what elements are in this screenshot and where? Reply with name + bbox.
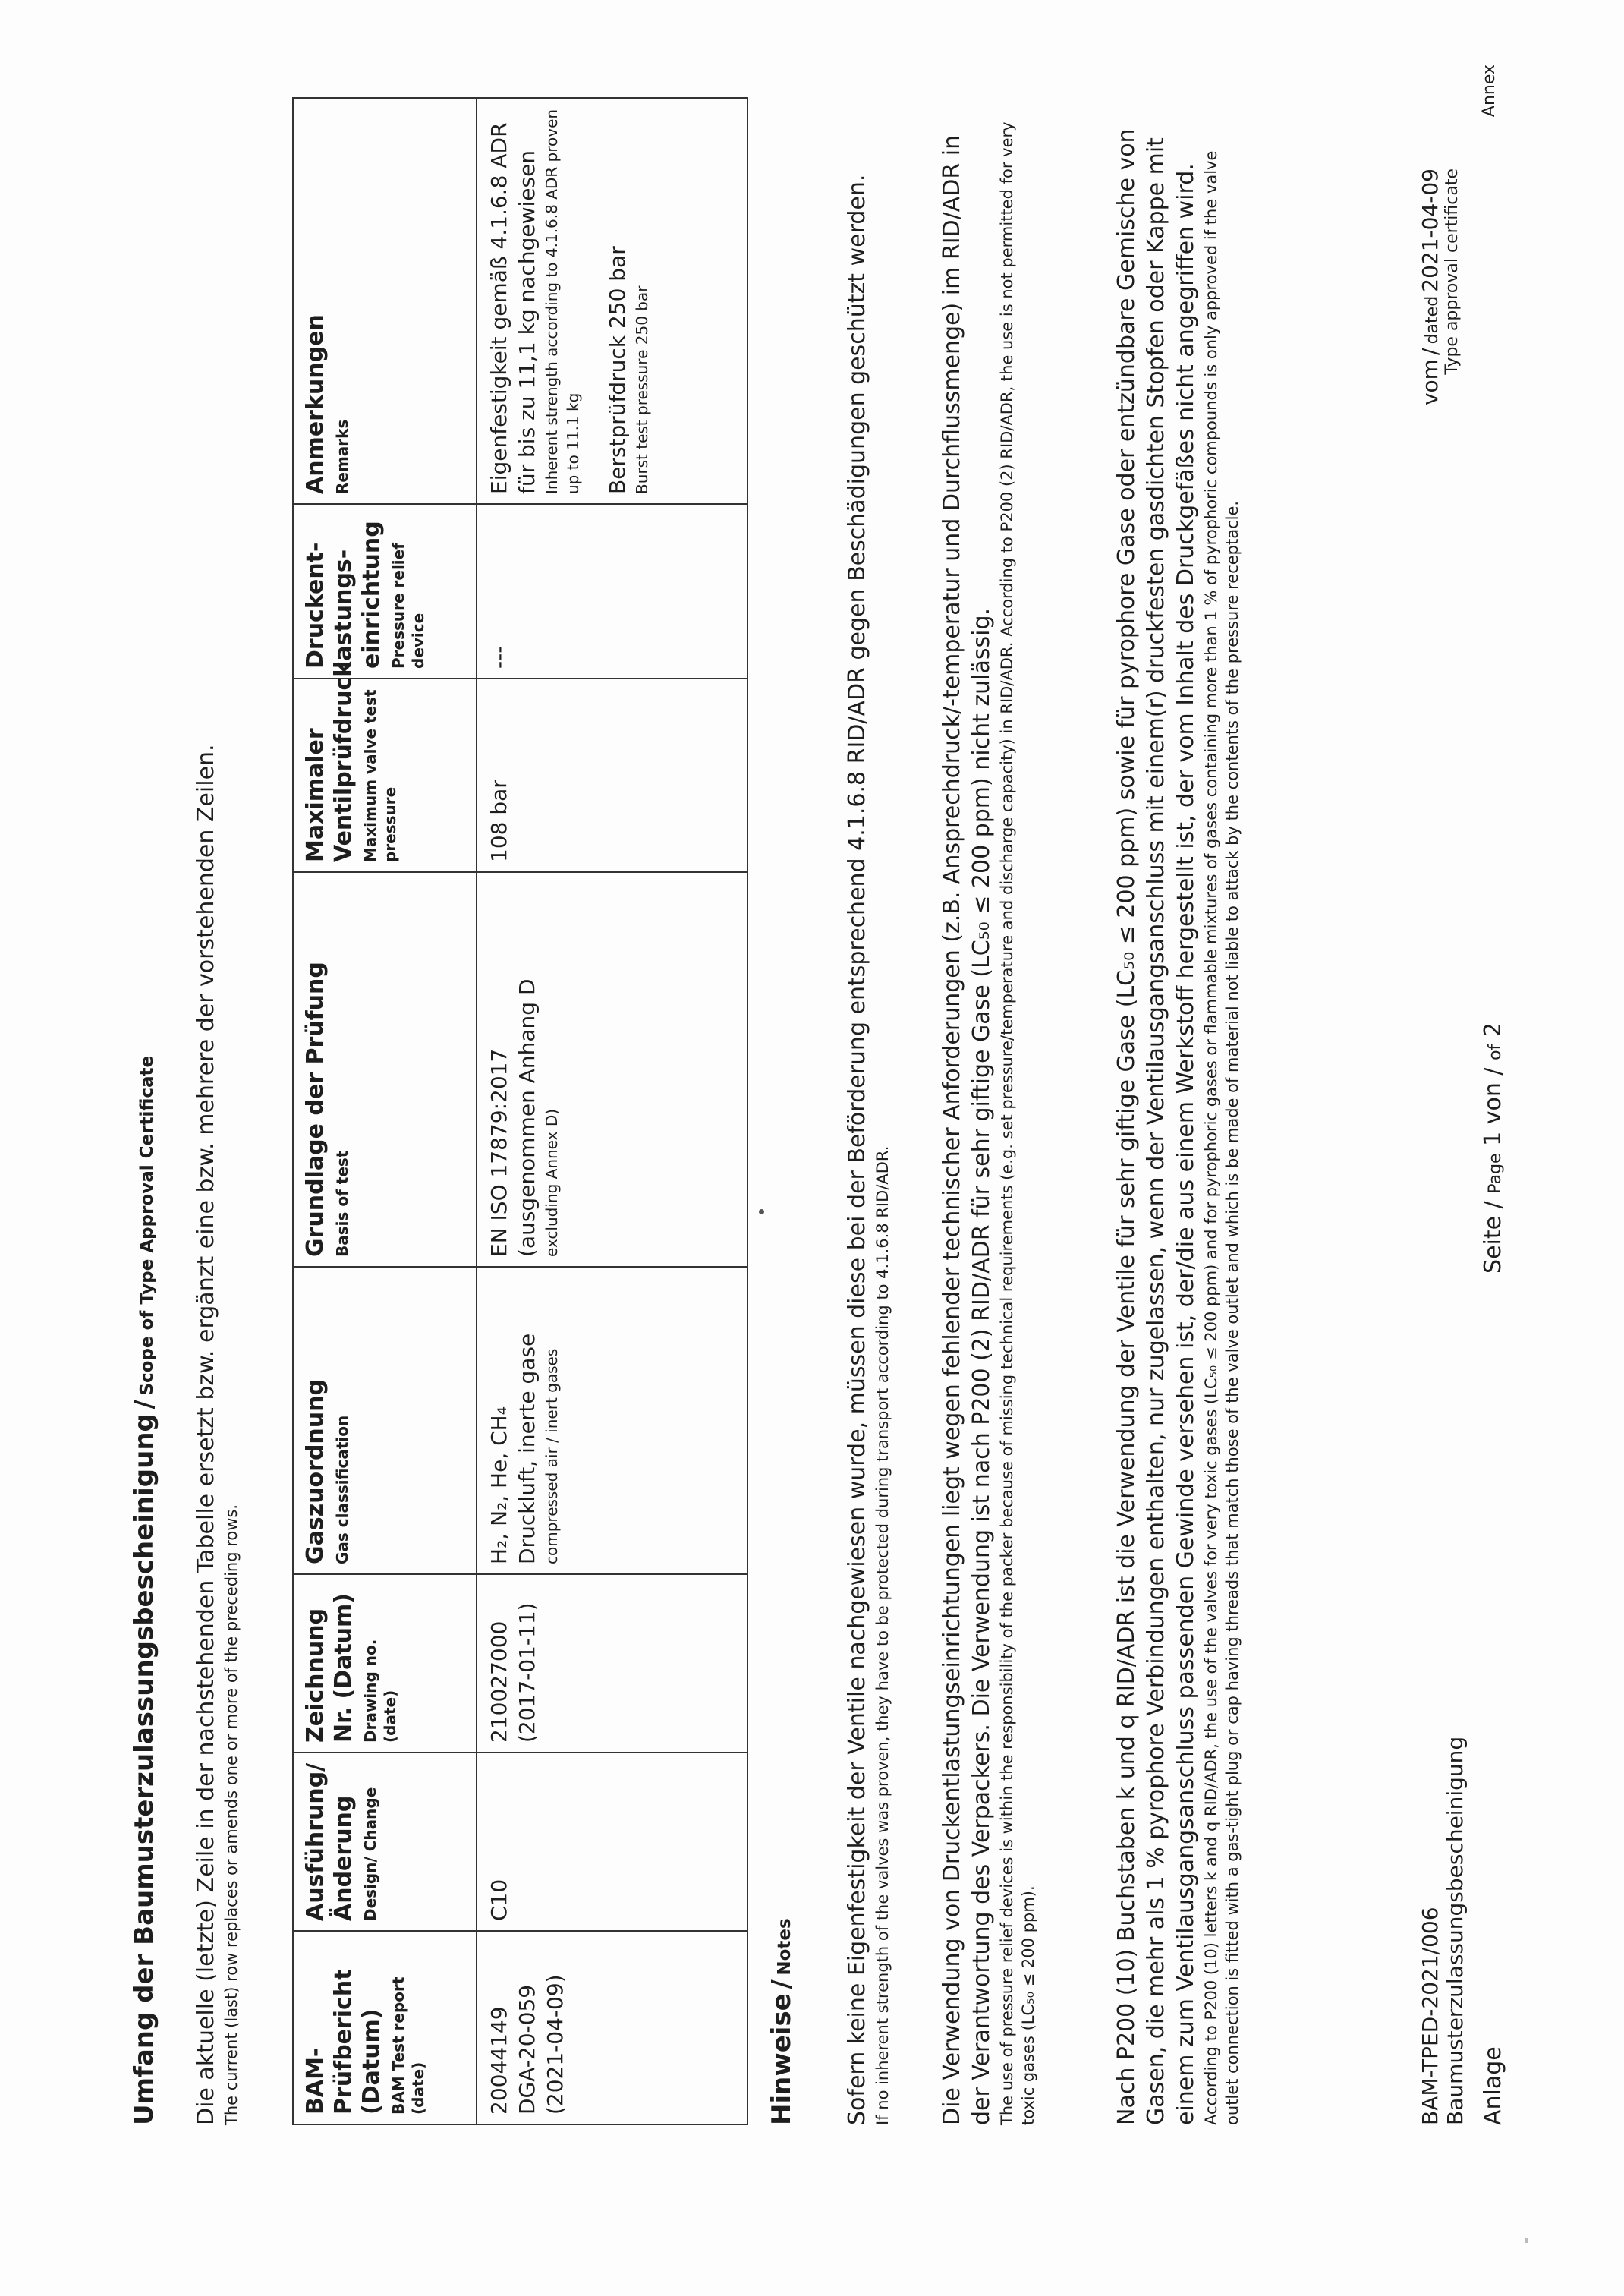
annex-label-de: Anlage — [1480, 2046, 1506, 2125]
notes-heading: Hinweise / Notes — [766, 1918, 797, 2125]
intro-de: Die aktuelle (letzte) Zeile in der nachstehenden Tabelle ersetzt bzw. ergänzt eine bzw. mehrere der vorstehenden Zeilen. — [193, 744, 219, 2125]
intro-en: The current (last) row replaces or amends one or more of the preceding rows. — [222, 1504, 241, 2125]
scan-speck — [759, 1209, 764, 1214]
title-en: Scope of Type Approval Certificate — [137, 1055, 157, 1396]
cell-gas-classification: H₂, N₂, He, CH₄ Druckluft, inerte gase compressed air / inert gases — [477, 1267, 747, 1574]
table-header-row — [293, 98, 477, 2124]
dated-line: vom / dated 2021-04-09 — [1418, 168, 1443, 406]
cell-max-pressure: 108 bar — [477, 679, 747, 872]
document-title — [129, 1056, 159, 2125]
scan-speck — [1525, 2238, 1528, 2243]
certificate-date: 2021-04-09 — [1418, 168, 1443, 292]
cell-remarks: Eigenfestigkeit gemäß 4.1.6.8 ADR für bis zu 11,1 kg nachgewiesen Inherent strength according to 4.1.6.8 ADR proven up to 11.1 kg Berstprüfdruck 250 bar Burst test pressure 250 bar — [477, 98, 747, 504]
header-remarks: Anmerkungen Remarks — [293, 98, 477, 504]
intro-text — [191, 152, 242, 2125]
note-item: Nach P200 (10) Buchstaben k und q RID/ADR ist die Verwendung der Ventile für sehr giftige Gase (LC₅₀ ≤ 200 ppm) sowie für pyrophore Gase oder entzündbare Gemische von Gasen, die mehr als 1 % pyrophore Verbindungen enthalten, nur zugelassen, wenn der Ventilausgangsanschluss mit einem(r) druckfesten gasdichten Stopfen oder Kappe mit einem zum Ventilausgangsanschluss passenden Gewinde versehen ist, der/die aus einem Werkstoff hergestellt ist, der vom Inhalt des Druckgefäßes nicht angegriffen wird. According to P200 (10) letters k and q RID/ADR, the use of the valves for very toxic gases (LC₅₀ ≤ 200 ppm) and for pyrophoric gases or flammable mixtures of gases containing more than 1 % of pyrophoric compounds is only approved if the valve outlet connection is fitted with a gas-tight plug or cap having threads that match those of the valve outlet and which is be made of material not liable to attack by the contents of the pressure receptacle. — [1113, 128, 1242, 2125]
annex-label-en: Annex — [1480, 65, 1499, 118]
footer-certificate-id — [1418, 1737, 1468, 2125]
title-de: Umfang der Baumusterzulassungsbescheinigung — [129, 1413, 159, 2125]
header-pressure-relief-device: Druckent- lastungs- einrichtung Pressure relief device — [293, 504, 477, 679]
note-item: Die Verwendung von Druckentlastungseinrichtungen liegt wegen fehlender technischer Anforderungen (z.B. Ansprechdruck/-temperatur und Durchflussmenge) im RID/ADR in der Verantwortung des Verpackers. Die Verwendung ist nach P200 (2) RID/ADR für sehr giftige Gase (LC₅₀ ≤ 200 ppm) nicht zulässig. The use of pressure relief devices is within the responsibility of the packer because of missing technical requirements (e.g. set pressure/temperature and discharge capacity) in RID/ADR. According to P200 (2) RID/ADR, the use is not permitted for very toxic gases (LC₅₀ ≤ 200 ppm). — [939, 121, 1037, 2125]
header-basis-of-test: Grundlage der Prüfung Basis of test — [293, 872, 477, 1267]
title-separator: / — [129, 1400, 159, 1409]
certificate-name-en: Type approval certificate — [1443, 168, 1462, 375]
cell-basis-of-test: EN ISO 17879:2017 (ausgenommen Anhang D excluding Annex D) — [477, 872, 747, 1267]
header-design-change: Ausführung/ Änderung Design/ Change — [293, 1753, 477, 1931]
certificate-name-de: Baumusterzulassungsbescheinigung — [1443, 1736, 1468, 2125]
cell-design: C10 — [477, 1753, 747, 1931]
table-row — [477, 98, 747, 2124]
cell-test-report: 20044149 DGA-20-059 (2021-04-09) — [477, 1931, 747, 2124]
note-item: Sofern keine Eigenfestigkeit der Ventile nachgewiesen wurde, müssen diese bei der Beförderung entsprechend 4.1.6.8 RID/ADR gegen Beschädigungen geschützt werden. If no inherent strength of the valves was proven, they have to be protected during transport according to 4.1.6.8 RID/ADR. — [844, 174, 892, 2125]
cell-relief-device: --- — [477, 504, 747, 679]
page-number: Seite / Page 1 von / of 2 — [1480, 1022, 1506, 1274]
cell-drawing: 210027000 (2017-01-11) — [477, 1574, 747, 1753]
footer-date — [1418, 168, 1462, 405]
header-test-report: BAM-Prüfbericht (Datum) BAM Test report (date) — [293, 1931, 477, 2124]
scope-table — [292, 97, 748, 2125]
header-gas-classification: Gaszuordnung Gas classification — [293, 1267, 477, 1574]
certificate-number: BAM-TPED-2021/006 — [1418, 1907, 1443, 2125]
header-max-valve-test-pressure: Maximaler Ventilprüfdruck Maximum valve test pressure — [293, 679, 477, 872]
header-drawing-no: Zeichnung Nr. (Datum) Drawing no. (date) — [293, 1574, 477, 1753]
